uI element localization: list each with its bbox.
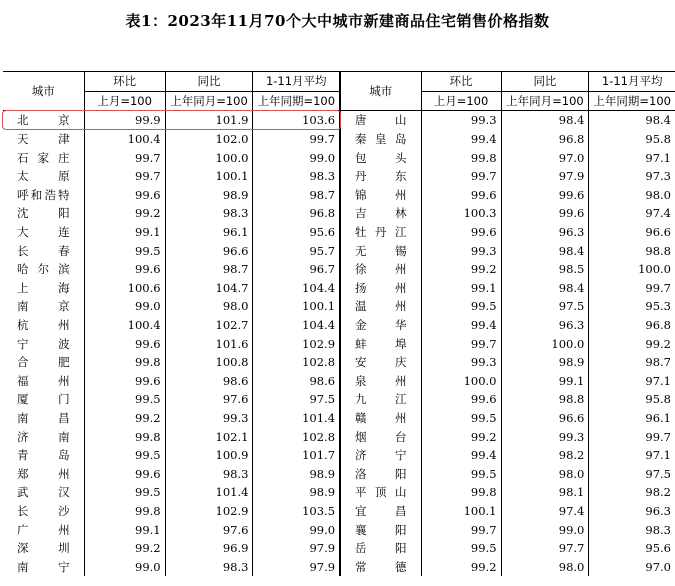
- cell-avg-left: 96.8: [253, 204, 340, 223]
- cell-avg-right: 97.1: [589, 372, 675, 391]
- page-title: 表1：2023年11月70个大中城市新建商品住宅销售价格指数: [125, 12, 550, 30]
- cell-city-right: 丹 东: [340, 167, 421, 186]
- cell-avg-left: 101.7: [253, 446, 340, 465]
- cell-avg-right: 98.3: [589, 520, 675, 539]
- header-avg-base-right: 上年同期=100: [589, 91, 675, 111]
- table-row: [3, 186, 675, 205]
- cell-avg-right: 96.1: [589, 409, 675, 428]
- cell-avg-right: 96.3: [589, 502, 675, 521]
- cell-yoy-right: 98.5: [501, 260, 589, 279]
- cell-mom-right: 99.7: [421, 167, 501, 186]
- cell-avg-right: 97.5: [589, 464, 675, 483]
- cell-avg-left: 96.7: [253, 260, 340, 279]
- cell-mom-right: 99.8: [421, 148, 501, 167]
- header-mom-base-left: 上月=100: [84, 91, 165, 111]
- cell-mom-left: 99.7: [84, 148, 165, 167]
- cell-city-left: 南 昌: [17, 410, 70, 425]
- cell-city-right: 金 华: [340, 316, 421, 335]
- cell-mom-left: 99.2: [84, 204, 165, 223]
- cell-avg-right: 96.6: [589, 223, 675, 242]
- table-row: [3, 446, 675, 465]
- cell-avg-right: 97.3: [589, 167, 675, 186]
- cell-mom-right: 99.4: [421, 446, 501, 465]
- cell-city-right: 秦皇岛: [340, 130, 421, 149]
- table-row: [3, 111, 675, 130]
- cell-yoy-left: 100.0: [165, 148, 253, 167]
- cell-city-left: 南 宁: [17, 559, 70, 574]
- cell-mom-right: 99.6: [421, 223, 501, 242]
- cell-yoy-left: 99.3: [165, 409, 253, 428]
- header-row-2: [3, 91, 675, 111]
- cell-avg-right: 97.1: [589, 446, 675, 465]
- cell-yoy-left: 100.8: [165, 353, 253, 372]
- cell-yoy-right: 99.0: [501, 520, 589, 539]
- header-avg-base-left: 上年同期=100: [253, 91, 340, 111]
- cell-city-left: 武 汉: [17, 485, 70, 500]
- cell-yoy-right: 98.4: [501, 279, 589, 298]
- cell-avg-left: 99.0: [253, 148, 340, 167]
- table-row: [3, 409, 675, 428]
- cell-yoy-left: 98.7: [165, 260, 253, 279]
- cell-avg-right: 98.2: [589, 483, 675, 502]
- cell-avg-left: 95.6: [253, 223, 340, 242]
- cell-mom-right: 99.2: [421, 427, 501, 446]
- cell-mom-left: 99.8: [84, 427, 165, 446]
- header-yoy-base-left: 上年同月=100: [165, 91, 253, 111]
- cell-mom-left: 99.1: [84, 223, 165, 242]
- table-row: [3, 372, 675, 391]
- cell-yoy-left: 101.9: [165, 111, 253, 130]
- cell-mom-right: 99.5: [421, 539, 501, 558]
- cell-avg-right: 97.0: [589, 557, 675, 576]
- cell-mom-right: 99.4: [421, 130, 501, 149]
- cell-mom-right: 99.8: [421, 483, 501, 502]
- cell-yoy-right: 98.8: [501, 390, 589, 409]
- cell-city-left: 长 春: [17, 243, 70, 258]
- cell-mom-right: 99.5: [421, 464, 501, 483]
- cell-yoy-right: 99.6: [501, 186, 589, 205]
- cell-yoy-right: 96.3: [501, 223, 589, 242]
- cell-city-left: 天 津: [17, 132, 70, 147]
- cell-mom-left: 99.6: [84, 464, 165, 483]
- cell-mom-right: 99.7: [421, 520, 501, 539]
- cell-avg-right: 100.0: [589, 260, 675, 279]
- cell-city-left: 济 南: [17, 429, 70, 444]
- price-index-table: [3, 71, 675, 576]
- cell-yoy-left: 97.6: [165, 520, 253, 539]
- cell-mom-left: 99.0: [84, 297, 165, 316]
- cell-mom-left: 99.1: [84, 520, 165, 539]
- header-avg-left: 1-11月平均: [253, 72, 340, 92]
- cell-city-left: 福 州: [17, 373, 70, 388]
- cell-mom-right: 99.3: [421, 241, 501, 260]
- cell-city-left: 郑 州: [17, 466, 70, 481]
- header-yoy-left: 同比: [165, 72, 253, 92]
- cell-city-left: 石家庄: [17, 150, 70, 165]
- cell-yoy-left: 98.3: [165, 464, 253, 483]
- cell-yoy-right: 98.1: [501, 483, 589, 502]
- table-row: [3, 502, 675, 521]
- cell-mom-left: 99.6: [84, 260, 165, 279]
- cell-city-left: 深 圳: [17, 541, 70, 556]
- cell-yoy-right: 97.9: [501, 167, 589, 186]
- cell-yoy-left: 104.7: [165, 279, 253, 298]
- cell-yoy-right: 99.3: [501, 427, 589, 446]
- cell-mom-left: 99.5: [84, 483, 165, 502]
- cell-mom-left: 99.2: [84, 539, 165, 558]
- cell-avg-right: 98.0: [589, 186, 675, 205]
- cell-yoy-right: 98.9: [501, 353, 589, 372]
- cell-mom-right: 100.0: [421, 372, 501, 391]
- cell-mom-right: 99.2: [421, 260, 501, 279]
- cell-mom-left: 99.2: [84, 409, 165, 428]
- header-mom-left: 环比: [84, 72, 165, 92]
- cell-avg-left: 99.0: [253, 520, 340, 539]
- cell-avg-right: 99.7: [589, 279, 675, 298]
- cell-avg-right: 95.8: [589, 130, 675, 149]
- table-row: [3, 297, 675, 316]
- cell-city-left: 大 连: [17, 225, 70, 240]
- cell-city-left: 上 海: [17, 280, 70, 295]
- cell-mom-left: 100.4: [84, 316, 165, 335]
- cell-city-right: 牡丹江: [340, 223, 421, 242]
- cell-avg-left: 102.8: [253, 427, 340, 446]
- cell-mom-right: 99.3: [421, 111, 501, 130]
- cell-yoy-right: 99.1: [501, 372, 589, 391]
- cell-city-right: 襄 阳: [340, 520, 421, 539]
- cell-yoy-left: 102.7: [165, 316, 253, 335]
- cell-avg-right: 99.2: [589, 334, 675, 353]
- cell-city-right: 锦 州: [340, 186, 421, 205]
- cell-yoy-right: 98.4: [501, 241, 589, 260]
- cell-city-left: 杭 州: [17, 318, 70, 333]
- cell-yoy-right: 96.8: [501, 130, 589, 149]
- table-row: [3, 223, 675, 242]
- cell-avg-left: 97.5: [253, 390, 340, 409]
- table-row: [3, 204, 675, 223]
- header-avg-right: 1-11月平均: [589, 72, 675, 92]
- cell-avg-right: 95.8: [589, 390, 675, 409]
- cell-mom-right: 99.7: [421, 334, 501, 353]
- cell-avg-left: 102.9: [253, 334, 340, 353]
- cell-avg-left: 98.6: [253, 372, 340, 391]
- cell-city-right: 无 锡: [340, 241, 421, 260]
- cell-city-right: 泉 州: [340, 372, 421, 391]
- cell-avg-left: 103.5: [253, 502, 340, 521]
- cell-yoy-right: 98.0: [501, 557, 589, 576]
- cell-yoy-left: 98.3: [165, 204, 253, 223]
- cell-mom-right: 100.1: [421, 502, 501, 521]
- cell-city-right: 安 庆: [340, 353, 421, 372]
- cell-avg-right: 97.4: [589, 204, 675, 223]
- table-row: [3, 464, 675, 483]
- cell-city-right: 常 德: [340, 557, 421, 576]
- cell-avg-left: 98.9: [253, 464, 340, 483]
- cell-mom-left: 99.8: [84, 353, 165, 372]
- cell-mom-right: 99.2: [421, 557, 501, 576]
- cell-city-right: 九 江: [340, 390, 421, 409]
- cell-avg-right: 99.7: [589, 427, 675, 446]
- cell-avg-left: 97.9: [253, 557, 340, 576]
- cell-city-left: 合 肥: [17, 355, 70, 370]
- cell-yoy-left: 100.1: [165, 167, 253, 186]
- cell-mom-left: 99.8: [84, 502, 165, 521]
- cell-avg-left: 102.8: [253, 353, 340, 372]
- cell-city-right: 唐 山: [340, 111, 421, 130]
- table-row: [3, 427, 675, 446]
- cell-mom-left: 99.6: [84, 372, 165, 391]
- cell-mom-left: 99.0: [84, 557, 165, 576]
- cell-city-left: 呼和浩特: [17, 187, 70, 202]
- cell-yoy-left: 98.6: [165, 372, 253, 391]
- cell-city-right: 扬 州: [340, 279, 421, 298]
- cell-city-left: 太 原: [17, 169, 70, 184]
- table-row: [3, 557, 675, 576]
- header-city-left: 城市: [3, 72, 84, 111]
- cell-mom-right: 99.4: [421, 316, 501, 335]
- cell-avg-right: 96.8: [589, 316, 675, 335]
- cell-yoy-left: 102.0: [165, 130, 253, 149]
- cell-yoy-right: 97.5: [501, 297, 589, 316]
- cell-yoy-left: 102.9: [165, 502, 253, 521]
- header-yoy-base-right: 上年同月=100: [501, 91, 589, 111]
- table-row: [3, 539, 675, 558]
- table-row: [3, 353, 675, 372]
- header-mom-right: 环比: [421, 72, 501, 92]
- cell-city-left: 哈尔滨: [17, 262, 70, 277]
- table-row: [3, 520, 675, 539]
- cell-yoy-left: 101.4: [165, 483, 253, 502]
- cell-city-right: 吉 林: [340, 204, 421, 223]
- cell-city-left: 长 沙: [17, 503, 70, 518]
- cell-mom-left: 100.4: [84, 130, 165, 149]
- cell-mom-left: 99.6: [84, 186, 165, 205]
- cell-avg-right: 95.3: [589, 297, 675, 316]
- cell-city-left: 沈 阳: [17, 206, 70, 221]
- cell-city-left: 广 州: [17, 522, 70, 537]
- header-row-1: [3, 72, 675, 92]
- cell-mom-right: 100.3: [421, 204, 501, 223]
- cell-mom-right: 99.5: [421, 409, 501, 428]
- cell-avg-left: 104.4: [253, 316, 340, 335]
- cell-city-right: 蚌 埠: [340, 334, 421, 353]
- cell-city-left: 青 岛: [17, 448, 70, 463]
- cell-city-right: 宜 昌: [340, 502, 421, 521]
- cell-mom-left: 99.7: [84, 167, 165, 186]
- table-row: [3, 334, 675, 353]
- header-city-right: 城市: [340, 72, 421, 111]
- cell-mom-left: 100.6: [84, 279, 165, 298]
- cell-avg-right: 98.7: [589, 353, 675, 372]
- cell-avg-left: 95.7: [253, 241, 340, 260]
- cell-yoy-left: 101.6: [165, 334, 253, 353]
- cell-city-right: 平顶山: [340, 483, 421, 502]
- cell-avg-left: 98.9: [253, 483, 340, 502]
- cell-avg-left: 99.7: [253, 130, 340, 149]
- cell-avg-left: 100.1: [253, 297, 340, 316]
- cell-yoy-right: 97.0: [501, 148, 589, 167]
- cell-avg-left: 98.3: [253, 167, 340, 186]
- cell-avg-left: 98.7: [253, 186, 340, 205]
- cell-mom-left: 99.5: [84, 241, 165, 260]
- header-yoy-right: 同比: [501, 72, 589, 92]
- cell-city-left: 宁 波: [17, 336, 70, 351]
- cell-mom-right: 99.3: [421, 353, 501, 372]
- table-row: [3, 148, 675, 167]
- cell-avg-left: 97.9: [253, 539, 340, 558]
- cell-mom-right: 99.6: [421, 390, 501, 409]
- table-row: [3, 167, 675, 186]
- cell-yoy-right: 98.0: [501, 464, 589, 483]
- cell-yoy-right: 96.6: [501, 409, 589, 428]
- cell-yoy-right: 97.4: [501, 502, 589, 521]
- cell-yoy-left: 96.6: [165, 241, 253, 260]
- cell-yoy-left: 96.9: [165, 539, 253, 558]
- cell-avg-left: 104.4: [253, 279, 340, 298]
- cell-yoy-left: 96.1: [165, 223, 253, 242]
- cell-mom-left: 99.6: [84, 334, 165, 353]
- cell-city-right: 洛 阳: [340, 464, 421, 483]
- cell-city-right: 烟 台: [340, 427, 421, 446]
- cell-avg-right: 97.1: [589, 148, 675, 167]
- cell-mom-right: 99.1: [421, 279, 501, 298]
- cell-yoy-right: 100.0: [501, 334, 589, 353]
- cell-avg-right: 98.4: [589, 111, 675, 130]
- cell-mom-right: 99.6: [421, 186, 501, 205]
- cell-mom-right: 99.5: [421, 297, 501, 316]
- cell-yoy-left: 98.3: [165, 557, 253, 576]
- cell-city-right: 岳 阳: [340, 539, 421, 558]
- header-mom-base-right: 上月=100: [421, 91, 501, 111]
- table-row: [3, 279, 675, 298]
- cell-yoy-left: 98.9: [165, 186, 253, 205]
- table-row: [3, 241, 675, 260]
- cell-yoy-left: 97.6: [165, 390, 253, 409]
- cell-yoy-right: 96.3: [501, 316, 589, 335]
- cell-mom-left: 99.5: [84, 390, 165, 409]
- table-row: [3, 316, 675, 335]
- table-row: [3, 260, 675, 279]
- cell-mom-left: 99.9: [84, 111, 165, 130]
- cell-city-left: 南 京: [17, 299, 70, 314]
- cell-mom-left: 99.5: [84, 446, 165, 465]
- cell-yoy-right: 98.4: [501, 111, 589, 130]
- cell-yoy-left: 100.9: [165, 446, 253, 465]
- cell-avg-right: 95.6: [589, 539, 675, 558]
- table-row: [3, 130, 675, 149]
- cell-city-left: 北 京: [17, 113, 70, 128]
- cell-yoy-right: 99.6: [501, 204, 589, 223]
- cell-yoy-right: 97.7: [501, 539, 589, 558]
- cell-city-right: 温 州: [340, 297, 421, 316]
- cell-city-left: 厦 门: [17, 392, 70, 407]
- table-body: [3, 111, 675, 576]
- cell-city-right: 济 宁: [340, 446, 421, 465]
- cell-yoy-right: 98.2: [501, 446, 589, 465]
- cell-city-right: 包 头: [340, 148, 421, 167]
- cell-city-right: 赣 州: [340, 409, 421, 428]
- table-row: [3, 483, 675, 502]
- cell-yoy-left: 102.1: [165, 427, 253, 446]
- cell-city-right: 徐 州: [340, 260, 421, 279]
- cell-avg-left: 103.6: [253, 111, 340, 130]
- cell-avg-right: 98.8: [589, 241, 675, 260]
- table-row: [3, 390, 675, 409]
- cell-avg-left: 101.4: [253, 409, 340, 428]
- cell-yoy-left: 98.0: [165, 297, 253, 316]
